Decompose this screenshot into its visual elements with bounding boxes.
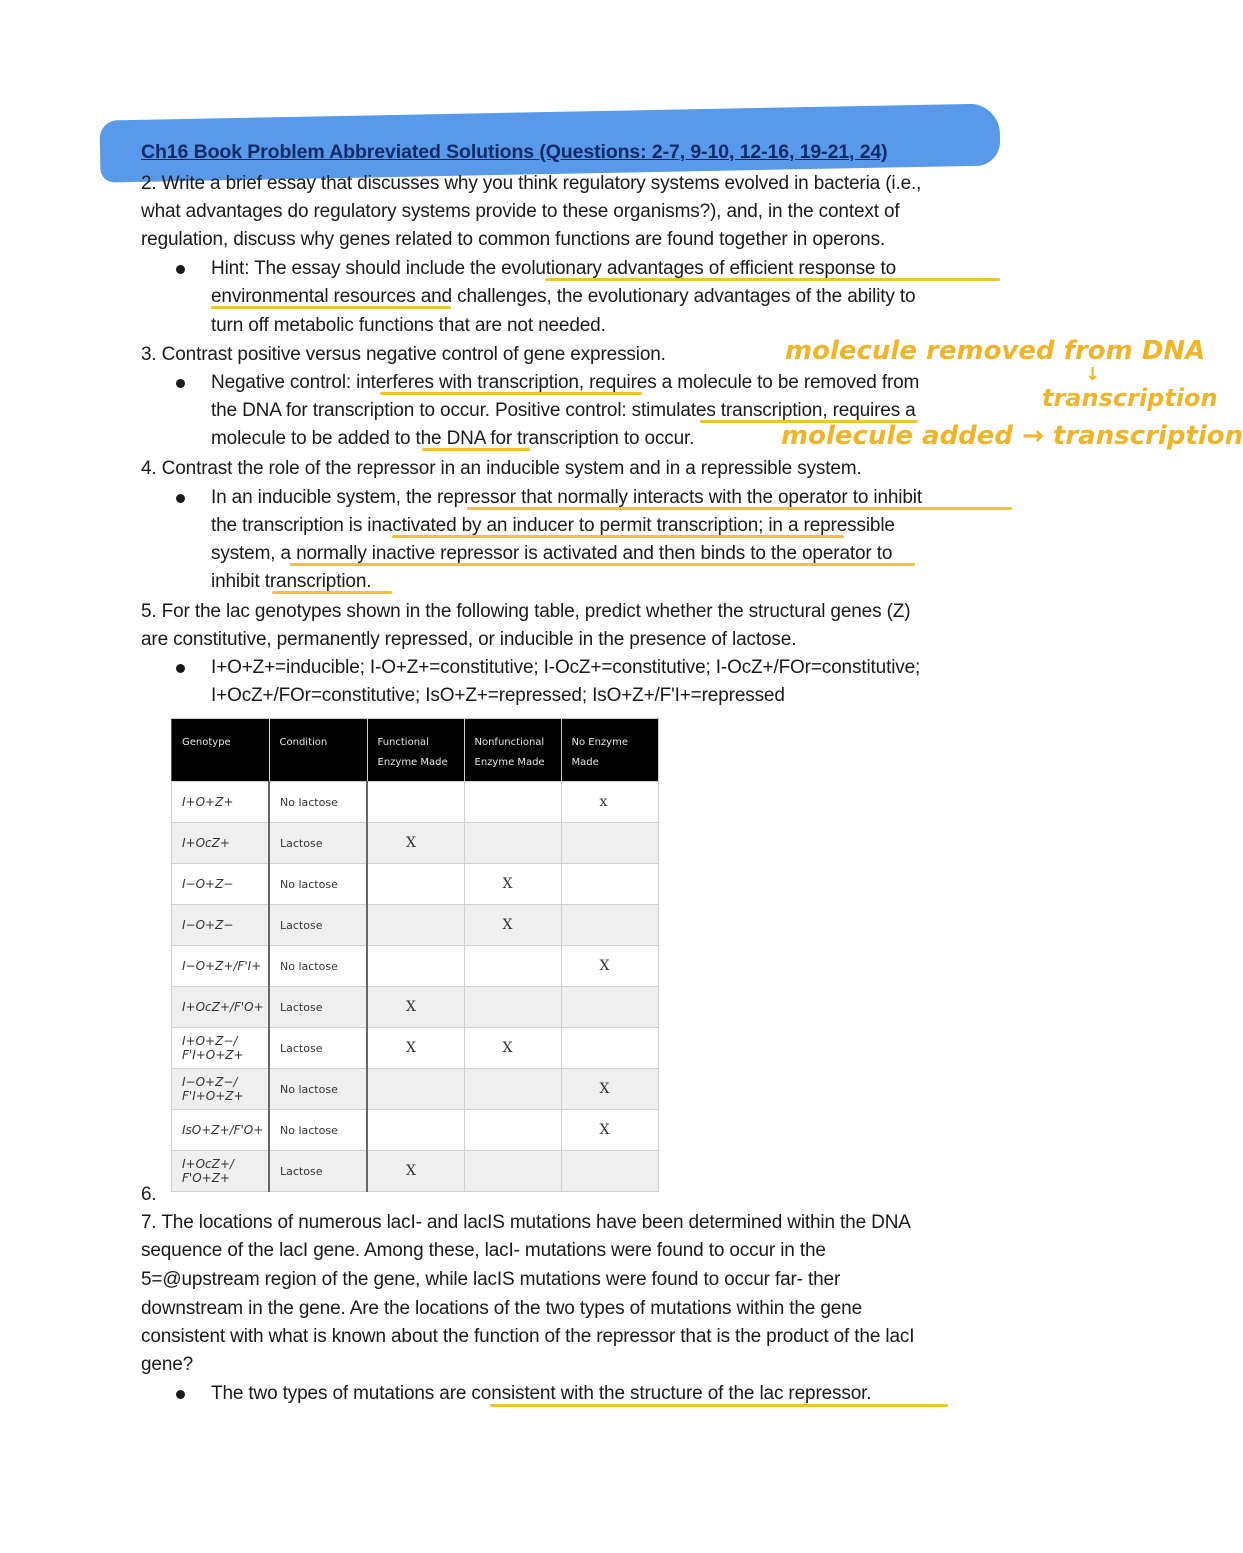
table-row [172,946,659,987]
handwritten-note-removed: molecule removed from DNA [785,336,1206,366]
cell-condition-text: Lactose [280,1164,323,1178]
header-genotype: Genotype [172,719,270,782]
cell-condition-text: Lactose [280,1000,323,1014]
cell-condition [269,1069,367,1110]
cell-condition [269,946,367,987]
cell-condition [269,905,367,946]
q7-line-1: 7. The locations of numerous lacI- and lacIS mutations have been determined within the DNA [141,1212,911,1233]
cell-condition-text: No lactose [280,1082,338,1096]
highlighter-underline [467,507,1012,510]
cell-genotype [172,987,270,1028]
q2-line-3: regulation, discuss why genes related to common functions are found together in operons. [141,229,886,250]
cell-condition [269,1151,367,1192]
highlighter-underline [380,392,642,395]
highlighter-underline [392,535,844,538]
highlighter-underline [290,563,915,566]
cell-functional [367,905,464,946]
cell-no-enzyme [561,1151,658,1192]
bullet-icon [176,379,185,388]
cell-no-enzyme [561,782,658,823]
cell-condition-text: No lactose [280,877,338,891]
table-row [172,782,659,823]
handwritten-note-transcription: transcription [1042,384,1218,412]
document-title: Ch16 Book Problem Abbreviated Solutions (Questions: 2-7, 9-10, 12-16, 19-21, 24) [141,141,888,163]
cell-functional-text: X [406,1040,416,1056]
table-row [172,1069,659,1110]
highlighter-underline [272,591,392,594]
cell-nonfunctional [464,864,561,905]
q7-answer: The two types of mutations are consistent with the structure of the lac repressor. [211,1383,872,1404]
q7-line-4: downstream in the gene. Are the locations of the two types of mutations within the gene [141,1298,863,1319]
q7-line-6: gene? [141,1354,194,1375]
cell-genotype [172,1151,270,1192]
highlighter-underline [490,1404,948,1407]
q5-line-1: 5. For the lac genotypes shown in the following table, predict whether the structural genes (Z) [141,601,911,622]
cell-functional-text: X [406,999,416,1015]
cell-no-enzyme [561,1110,658,1151]
arrow-down-icon: ↓ [1085,364,1101,385]
cell-functional [367,946,464,987]
cell-genotype-text: I+OcZ+ [182,836,230,850]
cell-genotype [172,864,270,905]
cell-condition [269,987,367,1028]
cell-nonfunctional [464,987,561,1028]
bullet-icon [176,494,185,503]
cell-nonfunctional-text: X [502,917,513,933]
q6-label: 6. [141,1184,157,1205]
header-no-enzyme: No Enzyme Made [561,719,658,782]
bullet-icon [176,664,185,673]
bullet-icon [176,1390,185,1399]
cell-condition-text: Lactose [280,1041,323,1055]
cell-no-enzyme [561,1028,658,1069]
cell-no-enzyme [561,987,658,1028]
cell-genotype [172,905,270,946]
table-row [172,823,659,864]
cell-functional [367,782,464,823]
q4-answer-line-4: inhibit transcription. [211,571,372,592]
q2-line-1: 2. Write a brief essay that discusses why you think regulatory systems evolved in bacteria (i.e., [141,173,922,194]
cell-genotype [172,1110,270,1151]
q4-answer-line-2: the transcription is inactivated by an inducer to permit transcription; in a repressible [211,515,895,536]
cell-no-enzyme-text: X [599,1122,610,1138]
cell-genotype [172,1028,270,1069]
cell-genotype-text: I+O+Z−/ F'I+O+Z+ [182,1034,244,1062]
cell-genotype [172,782,270,823]
cell-condition [269,1028,367,1069]
cell-condition [269,864,367,905]
cell-condition-text: No lactose [280,795,338,809]
q7-line-5: consistent with what is known about the function of the repressor that is the product of the lacI [141,1326,915,1347]
cell-nonfunctional [464,823,561,864]
cell-nonfunctional [464,1069,561,1110]
cell-no-enzyme [561,946,658,987]
cell-no-enzyme-text: X [599,958,610,974]
q5-answer-line-1: I+O+Z+=inducible; I-O+Z+=constitutive; I-OcZ+=constitutive; I-OcZ+/FOr=constitutive; [211,657,921,678]
cell-condition-text: No lactose [280,959,338,973]
cell-functional [367,1151,464,1192]
cell-nonfunctional [464,905,561,946]
cell-no-enzyme-text: X [599,1081,610,1097]
cell-functional [367,1110,464,1151]
cell-nonfunctional [464,1110,561,1151]
cell-condition-text: Lactose [280,836,323,850]
highlighter-underline [211,306,451,309]
header-nonfunctional: Nonfunctional Enzyme Made [464,719,561,782]
handwritten-note-added: molecule added → transcription [781,421,1243,451]
cell-no-enzyme-text: x [599,794,608,810]
cell-genotype-text: I−O+Z− [182,918,234,932]
q5-answer-line-2: I+OcZ+/FOr=constitutive; IsO+Z+=repressed; IsO+Z+/F'I+=repressed [211,685,785,706]
cell-genotype-text: I+O+Z+ [182,795,234,809]
cell-nonfunctional [464,1151,561,1192]
q4-answer-line-1: In an inducible system, the repressor that normally interacts with the operator to inhibit [211,487,922,508]
header-functional: Functional Enzyme Made [367,719,464,782]
cell-nonfunctional [464,782,561,823]
cell-genotype-text: I−O+Z−/ F'I+O+Z+ [182,1075,244,1103]
cell-condition [269,823,367,864]
cell-genotype-text: I+OcZ+/ F'O+Z+ [182,1157,234,1185]
cell-condition-text: No lactose [280,1123,338,1137]
cell-genotype-text: I−O+Z− [182,877,234,891]
table-row [172,1151,659,1192]
cell-functional-text: X [406,835,416,851]
table-row [172,905,659,946]
header-condition: Condition [269,719,367,782]
q3-line: 3. Contrast positive versus negative control of gene expression. [141,344,666,365]
q5-line-2: are constitutive, permanently repressed, or inducible in the presence of lactose. [141,629,797,650]
genotype-table [171,718,659,1192]
q3-answer-line-3: molecule to be added to the DNA for transcription to occur. [211,428,695,449]
cell-condition-text: Lactose [280,918,323,932]
cell-nonfunctional-text: X [502,1040,513,1056]
q7-line-2: sequence of the lacI gene. Among these, lacI- mutations were found to occur in the [141,1240,826,1261]
table-row [172,987,659,1028]
q7-line-3: 5=@upstream region of the gene, while lacIS mutations were found to occur far- ther [141,1269,841,1290]
cell-genotype [172,823,270,864]
cell-genotype [172,946,270,987]
cell-nonfunctional-text: X [502,876,513,892]
highlighter-underline [422,448,530,451]
cell-nonfunctional [464,1028,561,1069]
q2-hint-line-2: environmental resources and challenges, the evolutionary advantages of the ability to [211,286,916,307]
q4-line: 4. Contrast the role of the repressor in an inducible system and in a repressible system. [141,458,862,479]
cell-functional [367,1069,464,1110]
table-row [172,1028,659,1069]
cell-condition [269,1110,367,1151]
cell-functional [367,823,464,864]
cell-nonfunctional [464,946,561,987]
cell-functional [367,1028,464,1069]
cell-functional [367,864,464,905]
bullet-icon [176,265,185,274]
q2-hint-line-1: Hint: The essay should include the evolutionary advantages of efficient response to [211,258,897,279]
table-row [172,1110,659,1151]
q2-hint-line-3: turn off metabolic functions that are not needed. [211,315,606,336]
cell-no-enzyme [561,864,658,905]
q2-line-2: what advantages do regulatory systems provide to these organisms?), and, in the context of [141,201,900,222]
table-header-row [172,719,659,782]
cell-genotype-text: I−O+Z+/F'I+ [182,959,262,973]
highlighter-underline [545,278,1000,281]
cell-no-enzyme [561,1069,658,1110]
cell-functional-text: X [406,1163,416,1179]
q4-answer-line-3: system, a normally inactive repressor is activated and then binds to the operator to [211,543,893,564]
q3-answer-line-2: the DNA for transcription to occur. Positive control: stimulates transcription, requires a [211,400,916,421]
cell-no-enzyme [561,905,658,946]
cell-no-enzyme [561,823,658,864]
table-row [172,864,659,905]
cell-genotype-text: I+OcZ+/F'O+ [182,1000,264,1014]
cell-genotype-text: IsO+Z+/F'O+ [182,1123,264,1137]
cell-functional [367,987,464,1028]
cell-condition [269,782,367,823]
q3-answer-line-1: Negative control: interferes with transcription, requires a molecule to be removed from [211,372,920,393]
cell-genotype [172,1069,270,1110]
